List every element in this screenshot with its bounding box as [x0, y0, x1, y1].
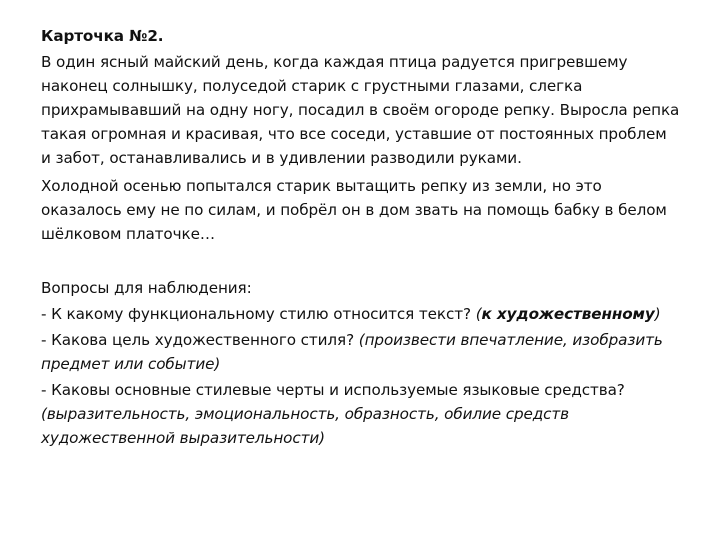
- card-paragraph-1: В один ясный майский день, когда каждая птица радуется пригревшему наконец солнышку, полуседой старик с грустными глазами, слегка прихрамывавший на одну ногу, посадил в своём огороде репку. Выросла репка такая огромная и красивая, что все соседи, уставшие от постоянных проблем и забот, останавливались и в удивлении разводили руками.: [41, 53, 680, 167]
- question-3: [41, 378, 680, 450]
- answer-2: (произвести впечатление, изобразить предмет или событие): [41, 331, 663, 373]
- question-2: [41, 328, 680, 376]
- question-2-text: - Какова цель художественного стиля?: [41, 331, 359, 349]
- question-1-text: - К какому функциональному стилю относится текст?: [41, 305, 476, 323]
- answer-1-open: (: [475, 305, 482, 323]
- card-paragraph-2: Холодной осенью попытался старик вытащить репку из земли, но это оказалось ему не по силам, и побрёл он в дом звать на помощь бабку в белом шёлковом платочке…: [41, 177, 667, 243]
- questions-heading: Вопросы для наблюдения:: [41, 279, 252, 297]
- question-3-text: - Каковы основные стилевые черты и используемые языковые средства?: [41, 381, 625, 399]
- answer-3: (выразительность, эмоциональность, образность, обилие средств художественной выразительности): [41, 405, 570, 447]
- answer-1-close: ): [654, 305, 661, 323]
- spacer: [41, 250, 680, 276]
- card-title: Карточка №2.: [41, 27, 164, 45]
- question-1: [41, 302, 680, 326]
- answer-1: к художественному: [481, 305, 655, 323]
